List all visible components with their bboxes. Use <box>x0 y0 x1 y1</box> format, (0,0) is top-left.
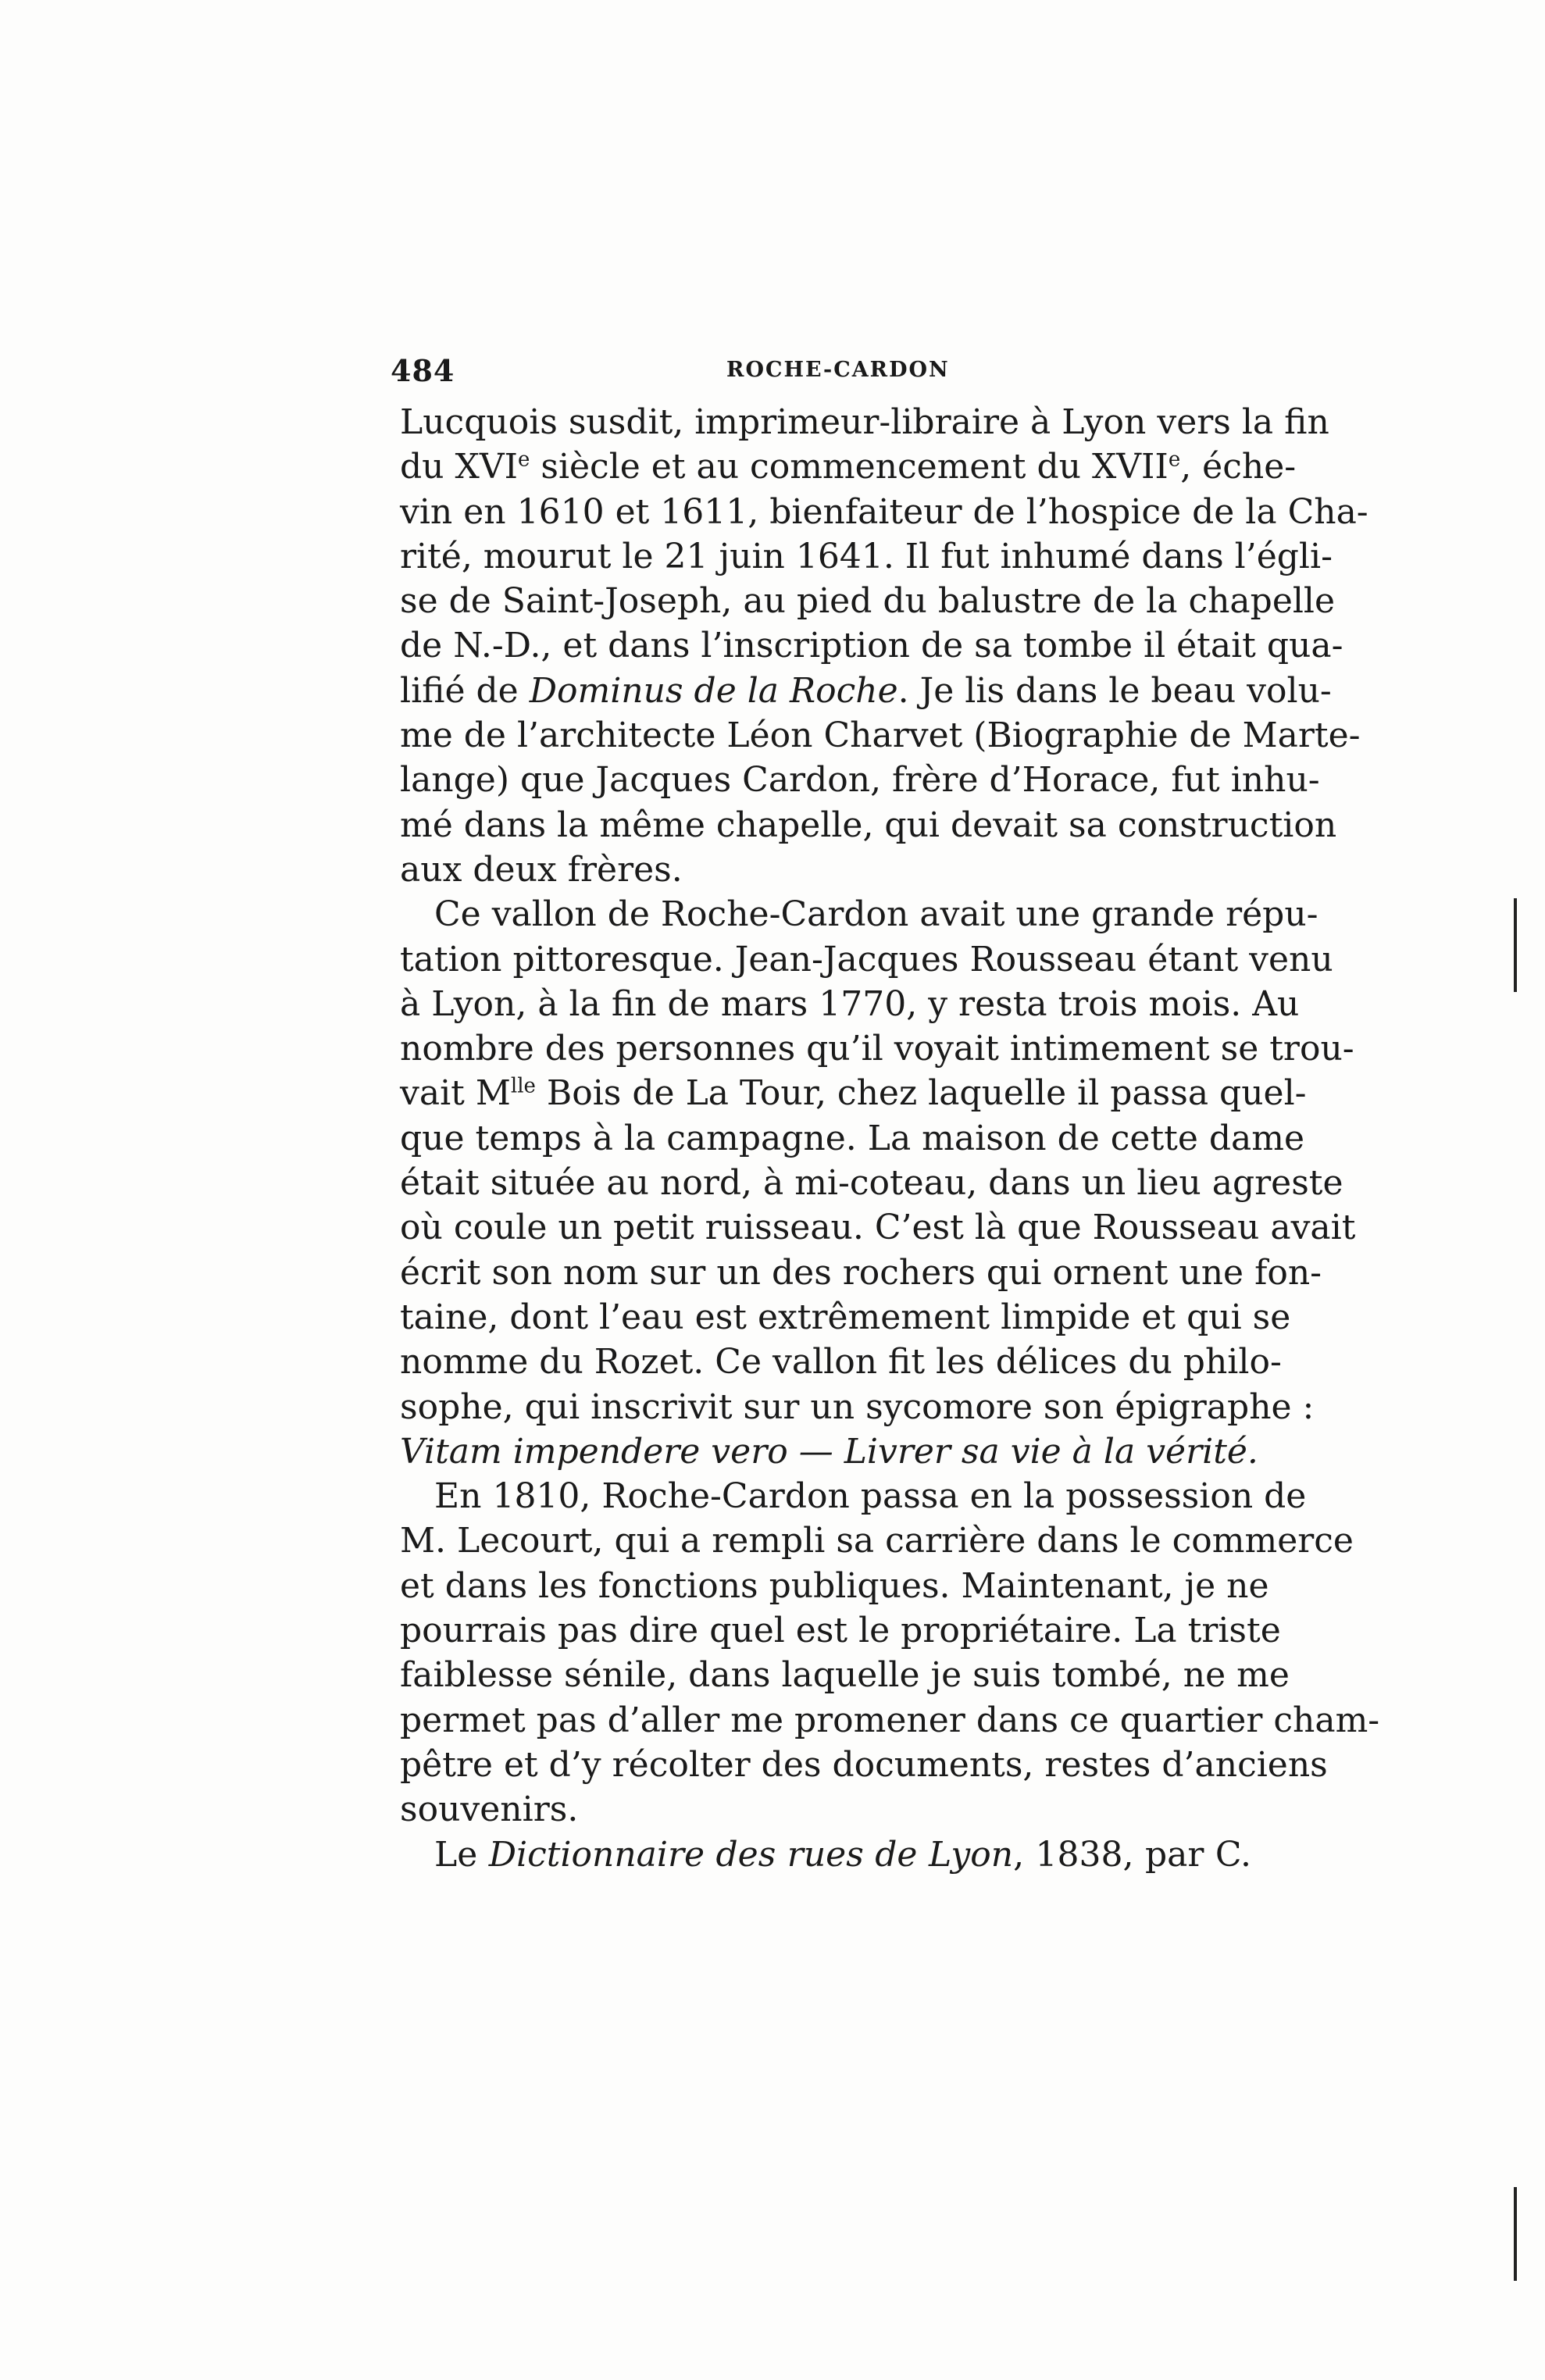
text-line: lange) que Jacques Cardon, frère d’Horace, fut inhu- <box>400 760 1320 801</box>
text-line: sophe, qui inscrivit sur un sycomore son épigraphe : <box>400 1386 1315 1427</box>
page-number: 484 <box>391 353 455 388</box>
text-line: et dans les fonctions publiques. Maintenant, je ne <box>400 1565 1269 1606</box>
text-line-epigraph: Vitam impendere vero — Livrer sa vie à la vérité. <box>400 1431 1258 1472</box>
text-line: rité, mourut le 21 juin 1641. Il fut inhumé dans l’égli- <box>400 536 1333 576</box>
text-line: où coule un petit ruisseau. C’est là que Rousseau avait <box>400 1208 1356 1248</box>
text-line: M. Lecourt, qui a rempli sa carrière dans le commerce <box>400 1521 1354 1561</box>
text-line: En 1810, Roche-Cardon passa en la possession de <box>434 1476 1307 1517</box>
text-line: vin en 1610 et 1611, bienfaiteur de l’hospice de la Cha- <box>400 491 1368 532</box>
scan-artifact <box>1514 898 1517 992</box>
text-line: Ce vallon de Roche-Cardon avait une grande répu- <box>434 894 1318 935</box>
text-line: faiblesse sénile, dans laquelle je suis tombé, ne me <box>400 1655 1290 1696</box>
italic-title: Dictionnaire des rues de Lyon <box>488 1834 1014 1875</box>
text-line: tation pittoresque. Jean-Jacques Rousseau étant venu <box>400 939 1333 979</box>
text-line: nomme du Rozet. Ce vallon fit les délices du philo- <box>400 1342 1282 1383</box>
text-line: à Lyon, à la fin de mars 1770, y resta trois mois. Au <box>400 983 1300 1024</box>
running-head <box>391 353 1258 392</box>
text-line: de N.-D., et dans l’inscription de sa tombe il était qua- <box>400 626 1343 666</box>
text-line: vait $M^{lle}$ Bois de La Tour, chez laquelle il passa quel- <box>400 1073 1307 1114</box>
text-line: que temps à la campagne. La maison de cette dame <box>400 1118 1305 1158</box>
text-line: du XVIe siècle et au commencement du XVIIe, éche- <box>400 447 1297 487</box>
text-line: me de l’architecte Léon Charvet (Biographie de Marte- <box>400 715 1361 756</box>
text-line: souvenirs. <box>400 1789 579 1830</box>
text-line: était située au nord, à mi-coteau, dans un lieu agreste <box>400 1163 1343 1204</box>
text-line: Lucquois susdit, imprimeur-libraire à Lyon vers la fin <box>400 402 1329 442</box>
text-line: nombre des personnes qu’il voyait intimement se trou- <box>400 1029 1354 1069</box>
text-line: aux deux frères. <box>400 849 683 890</box>
superscript: lle <box>510 1074 536 1098</box>
running-title: ROCHE-CARDON <box>726 358 950 382</box>
text-line: pêtre et d’y récolter des documents, restes d’anciens <box>400 1744 1328 1785</box>
body-text <box>400 400 1380 1877</box>
text-line: permet pas d’aller me promener dans ce quartier cham- <box>400 1700 1380 1740</box>
text-line: se de Saint-Joseph, au pied du balustre de la chapelle <box>400 581 1336 622</box>
text-line: taine, dont l’eau est extrêmement limpide et qui se <box>400 1297 1291 1337</box>
scan-artifact <box>1514 2187 1517 2281</box>
text-line: Le Dictionnaire des rues de Lyon, 1838, par C. <box>434 1834 1251 1875</box>
superscript: e <box>1168 448 1181 472</box>
superscript: e <box>517 448 530 472</box>
text-line: lifié de Dominus de la Roche. Je lis dans le beau volu- <box>400 670 1332 711</box>
text-line: pourrais pas dire quel est le propriétaire. La triste <box>400 1611 1281 1651</box>
italic-title: Dominus de la Roche <box>529 670 898 711</box>
text-line: mé dans la même chapelle, qui devait sa construction <box>400 805 1337 845</box>
text-line: écrit son nom sur un des rochers qui ornent une fon- <box>400 1252 1322 1293</box>
